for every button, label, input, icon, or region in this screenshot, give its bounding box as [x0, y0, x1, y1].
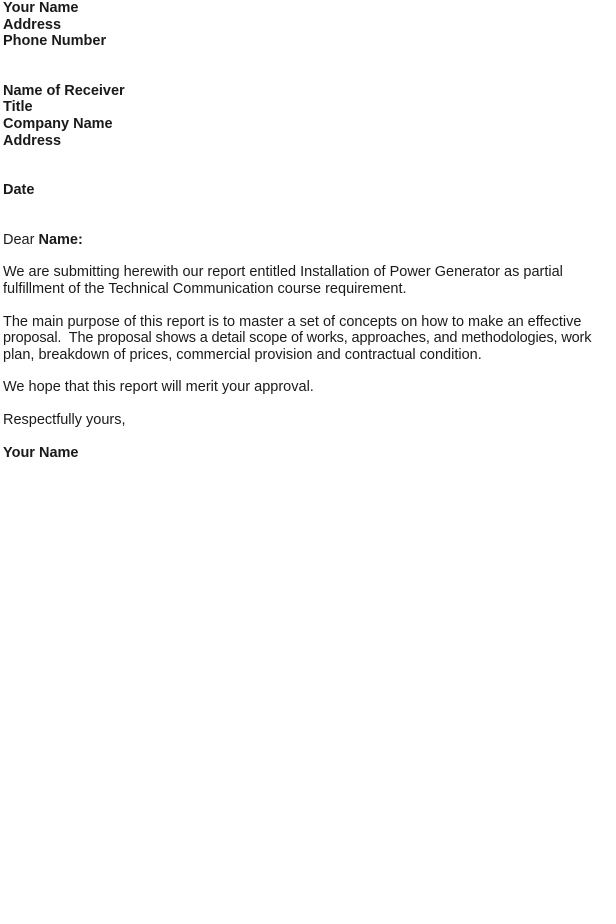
salutation [3, 232, 609, 249]
sender-phone: Phone Number [3, 33, 107, 50]
body-paragraph-2-line-2: proposal. The proposal shows a detail scope of works, approaches, and methodologies, work [3, 330, 592, 347]
receiver-name: Name of Receiver [3, 82, 125, 99]
salutation-greeting: Dear [3, 231, 39, 248]
receiver-address: Address [3, 132, 62, 149]
sender-name: Your Name [3, 0, 79, 16]
closing-text: Respectfully yours, [3, 411, 126, 428]
letter-date: Date [3, 182, 35, 199]
body-paragraph-2-line-1: The main purpose of this report is to master a set of concepts on how to make an effective [3, 313, 582, 330]
date-block [3, 182, 609, 199]
letter-document [3, 0, 609, 461]
body-paragraph-1-line-2: fulfillment of the Technical Communication course requirement. [3, 280, 407, 297]
salutation-line [3, 232, 609, 249]
body-paragraph-2 [3, 314, 609, 364]
body-paragraph-1 [3, 264, 609, 297]
body-paragraph-3-line-1: We hope that this report will merit your approval. [3, 379, 314, 396]
receiver-title: Title [3, 99, 33, 116]
body-paragraph-3 [3, 379, 609, 396]
salutation-name: Name: [38, 231, 83, 248]
body-paragraph-1-line-1: We are submitting herewith our report entitled Installation of Power Generator as partial [3, 264, 563, 281]
closing [3, 412, 609, 429]
sender-address: Address [3, 16, 62, 33]
body-paragraph-2-line-3: plan, breakdown of prices, commercial provision and contractual condition. [3, 346, 482, 363]
receiver-company: Company Name [3, 115, 113, 132]
signature [3, 445, 609, 462]
signature-name: Your Name [3, 444, 79, 461]
sender-block [3, 0, 609, 50]
receiver-block [3, 83, 609, 149]
